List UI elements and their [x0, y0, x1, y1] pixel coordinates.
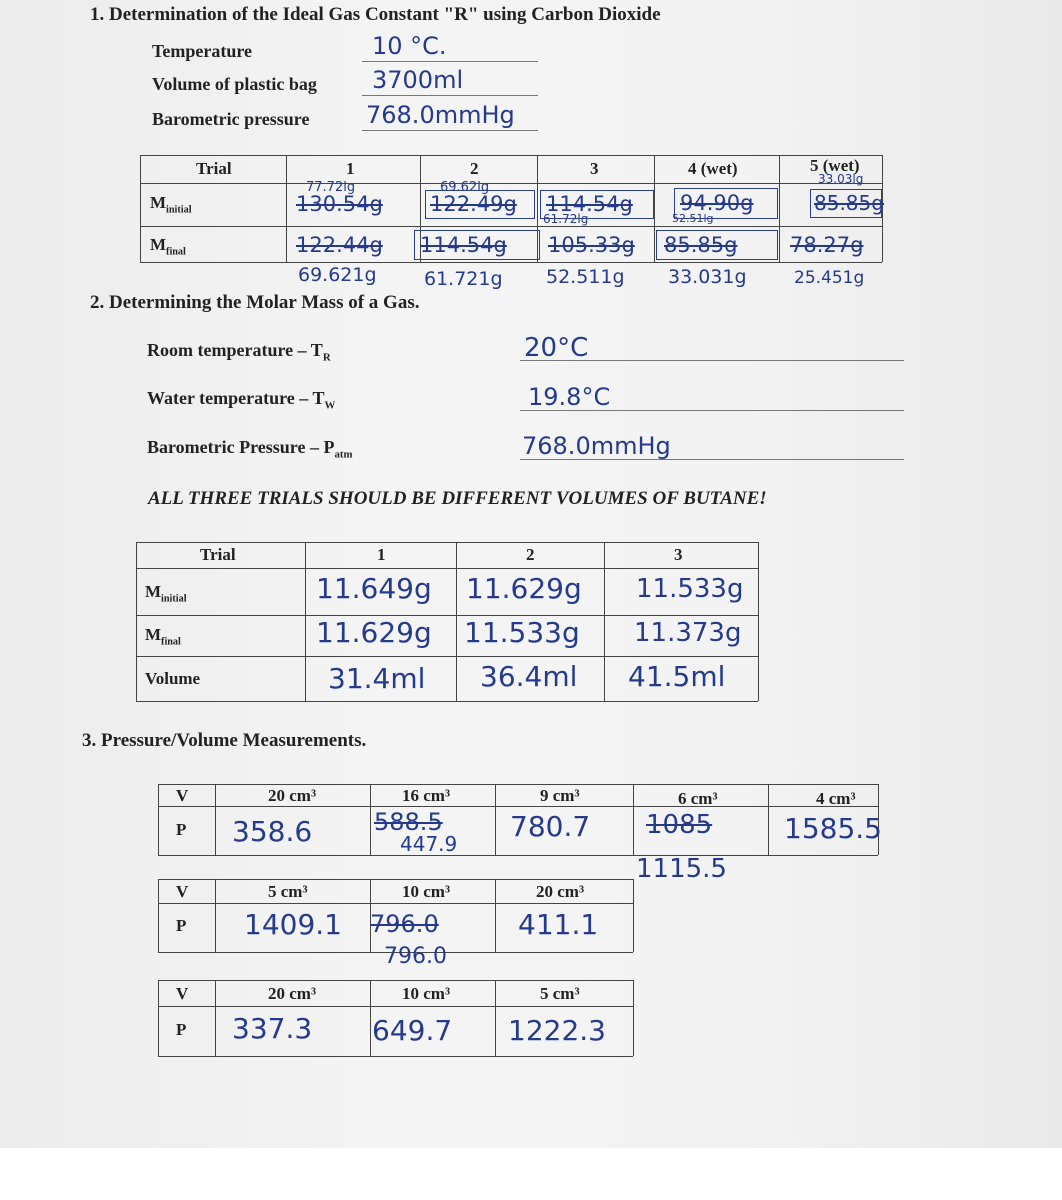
water-temperature-value: 19.8°C	[528, 383, 611, 411]
p-label-3: P	[176, 1020, 187, 1039]
m-final-trial-4: 85.85g	[664, 233, 738, 257]
pressure-1-5: 1585.5	[784, 812, 882, 845]
page-margin	[0, 1148, 1062, 1200]
volume-4-cm3: 4 cm³	[816, 789, 856, 808]
m-final-trial-1: 122.44g	[296, 233, 383, 257]
pressure-2-1: 1409.1	[244, 908, 342, 941]
trial-2-header: 2	[470, 159, 479, 178]
pressure-1-2: 588.5	[374, 808, 443, 836]
room-temperature-label: Room temperature – $T_R$	[147, 340, 331, 364]
water-temperature-label: Water temperature – $T_W$	[147, 388, 336, 412]
butane-notice: ALL THREE TRIALS SHOULD BE DIFFERENT VOLUMES OF BUTANE!	[148, 488, 767, 509]
barometric-pressure-label: Barometric pressure	[152, 109, 310, 129]
mass-difference-2: 61.721g	[424, 268, 503, 290]
pressure-1-4-correction: 1115.5	[636, 854, 727, 884]
m-initial-trial-4: 94.90g	[680, 191, 754, 215]
pressure-3-2: 649.7	[372, 1014, 453, 1047]
bag-volume-label: Volume of plastic bag	[152, 74, 317, 94]
annotation-5: 33.03lg	[818, 172, 864, 186]
trial-header-2: Trial	[200, 545, 236, 564]
butane-m-final-1: 11.629g	[316, 616, 432, 649]
trial-5-header: 5 (wet)	[810, 156, 860, 175]
atm-pressure-label: Barometric Pressure – $P_{atm}$	[147, 437, 353, 461]
temperature-value: 10 °C.	[372, 32, 447, 60]
volume-20b-cm3: 20 cm³	[536, 882, 585, 901]
butane-volume-3: 41.5ml	[628, 660, 726, 693]
m-final-trial-5: 78.27g	[790, 233, 864, 257]
section-1-heading: 1. Determination of the Ideal Gas Constant "R" using Carbon Dioxide	[90, 4, 661, 25]
butane-m-final-label: $M_{final}$	[145, 625, 181, 648]
trial-4-header: 4 (wet)	[688, 159, 738, 178]
pressure-1-3: 780.7	[510, 810, 591, 843]
m-final-label: $M_{final}$	[150, 235, 186, 258]
mass-difference-5: 25.451g	[794, 268, 865, 288]
pressure-3-1: 337.3	[232, 1012, 313, 1045]
pressure-1-2-correction: 447.9	[400, 832, 458, 856]
p-label-1: P	[176, 820, 187, 839]
trial-header: Trial	[196, 159, 232, 178]
pressure-3-3: 1222.3	[508, 1014, 606, 1047]
butane-m-initial-2: 11.629g	[466, 572, 582, 605]
pressure-2-2-crossed: 796.0	[370, 910, 439, 938]
m-final-trial-2: 114.54g	[420, 233, 507, 257]
v-label-2: V	[176, 882, 189, 901]
pressure-1-4: 1085	[646, 810, 713, 840]
butane-trial-1-header: 1	[377, 545, 386, 564]
volume-9-cm3: 9 cm³	[540, 786, 580, 805]
trial-1-header: 1	[346, 159, 355, 178]
volume-5c-cm3: 5 cm³	[540, 984, 580, 1003]
m-final-trial-3: 105.33g	[548, 233, 635, 257]
room-temperature-value: 20°C	[524, 333, 589, 363]
pressure-1-1: 358.6	[232, 815, 313, 848]
volume-16-cm3: 16 cm³	[402, 786, 451, 805]
bag-volume-value: 3700ml	[372, 66, 464, 94]
volume-10-cm3: 10 cm³	[402, 882, 451, 901]
annotation-1: 77.72lg	[306, 180, 356, 195]
section-2-heading: 2. Determining the Molar Mass of a Gas.	[90, 292, 420, 313]
butane-trial-2-header: 2	[526, 545, 535, 564]
pressure-2-3: 411.1	[518, 908, 599, 941]
m-initial-trial-3: 114.54g	[546, 192, 633, 216]
atm-pressure-value: 768.0mmHg	[522, 432, 671, 460]
section-3-heading: 3. Pressure/Volume Measurements.	[82, 730, 367, 751]
volume-20c-cm3: 20 cm³	[268, 984, 317, 1003]
butane-trial-3-header: 3	[674, 545, 683, 564]
mass-difference-1: 69.621g	[298, 264, 377, 286]
barometric-pressure-value: 768.0mmHg	[366, 101, 515, 129]
annotation-4: 52.51lg	[672, 212, 714, 225]
butane-m-initial-3: 11.533g	[636, 574, 744, 604]
v-label-3: V	[176, 984, 189, 1003]
volume-10c-cm3: 10 cm³	[402, 984, 451, 1003]
annotation-3: 61.72lg	[543, 212, 589, 226]
butane-m-final-2: 11.533g	[464, 616, 580, 649]
trial-3-header: 3	[590, 159, 599, 178]
pressure-2-2: 796.0	[384, 944, 447, 969]
butane-volume-2: 36.4ml	[480, 660, 578, 693]
p-label-2: P	[176, 916, 187, 935]
butane-volume-label: Volume	[145, 669, 201, 688]
volume-5-cm3: 5 cm³	[268, 882, 308, 901]
butane-m-final-3: 11.373g	[634, 618, 742, 648]
annotation-2: 69.62lg	[440, 180, 490, 195]
butane-volume-1: 31.4ml	[328, 662, 426, 695]
m-initial-trial-2: 122.49g	[430, 192, 517, 216]
m-initial-trial-5: 85.85g	[814, 191, 884, 215]
mass-difference-3: 52.511g	[546, 266, 625, 288]
butane-m-initial-1: 11.649g	[316, 572, 432, 605]
temperature-label: Temperature	[152, 41, 252, 61]
mass-difference-4: 33.031g	[668, 266, 747, 288]
volume-20-cm3: 20 cm³	[268, 786, 317, 805]
m-initial-label: $M_{initial}$	[150, 193, 192, 216]
butane-m-initial-label: $M_{initial}$	[145, 582, 187, 605]
v-label-1: V	[176, 786, 189, 805]
volume-6-cm3: 6 cm³	[678, 789, 718, 808]
m-initial-trial-1: 130.54g	[296, 192, 383, 216]
